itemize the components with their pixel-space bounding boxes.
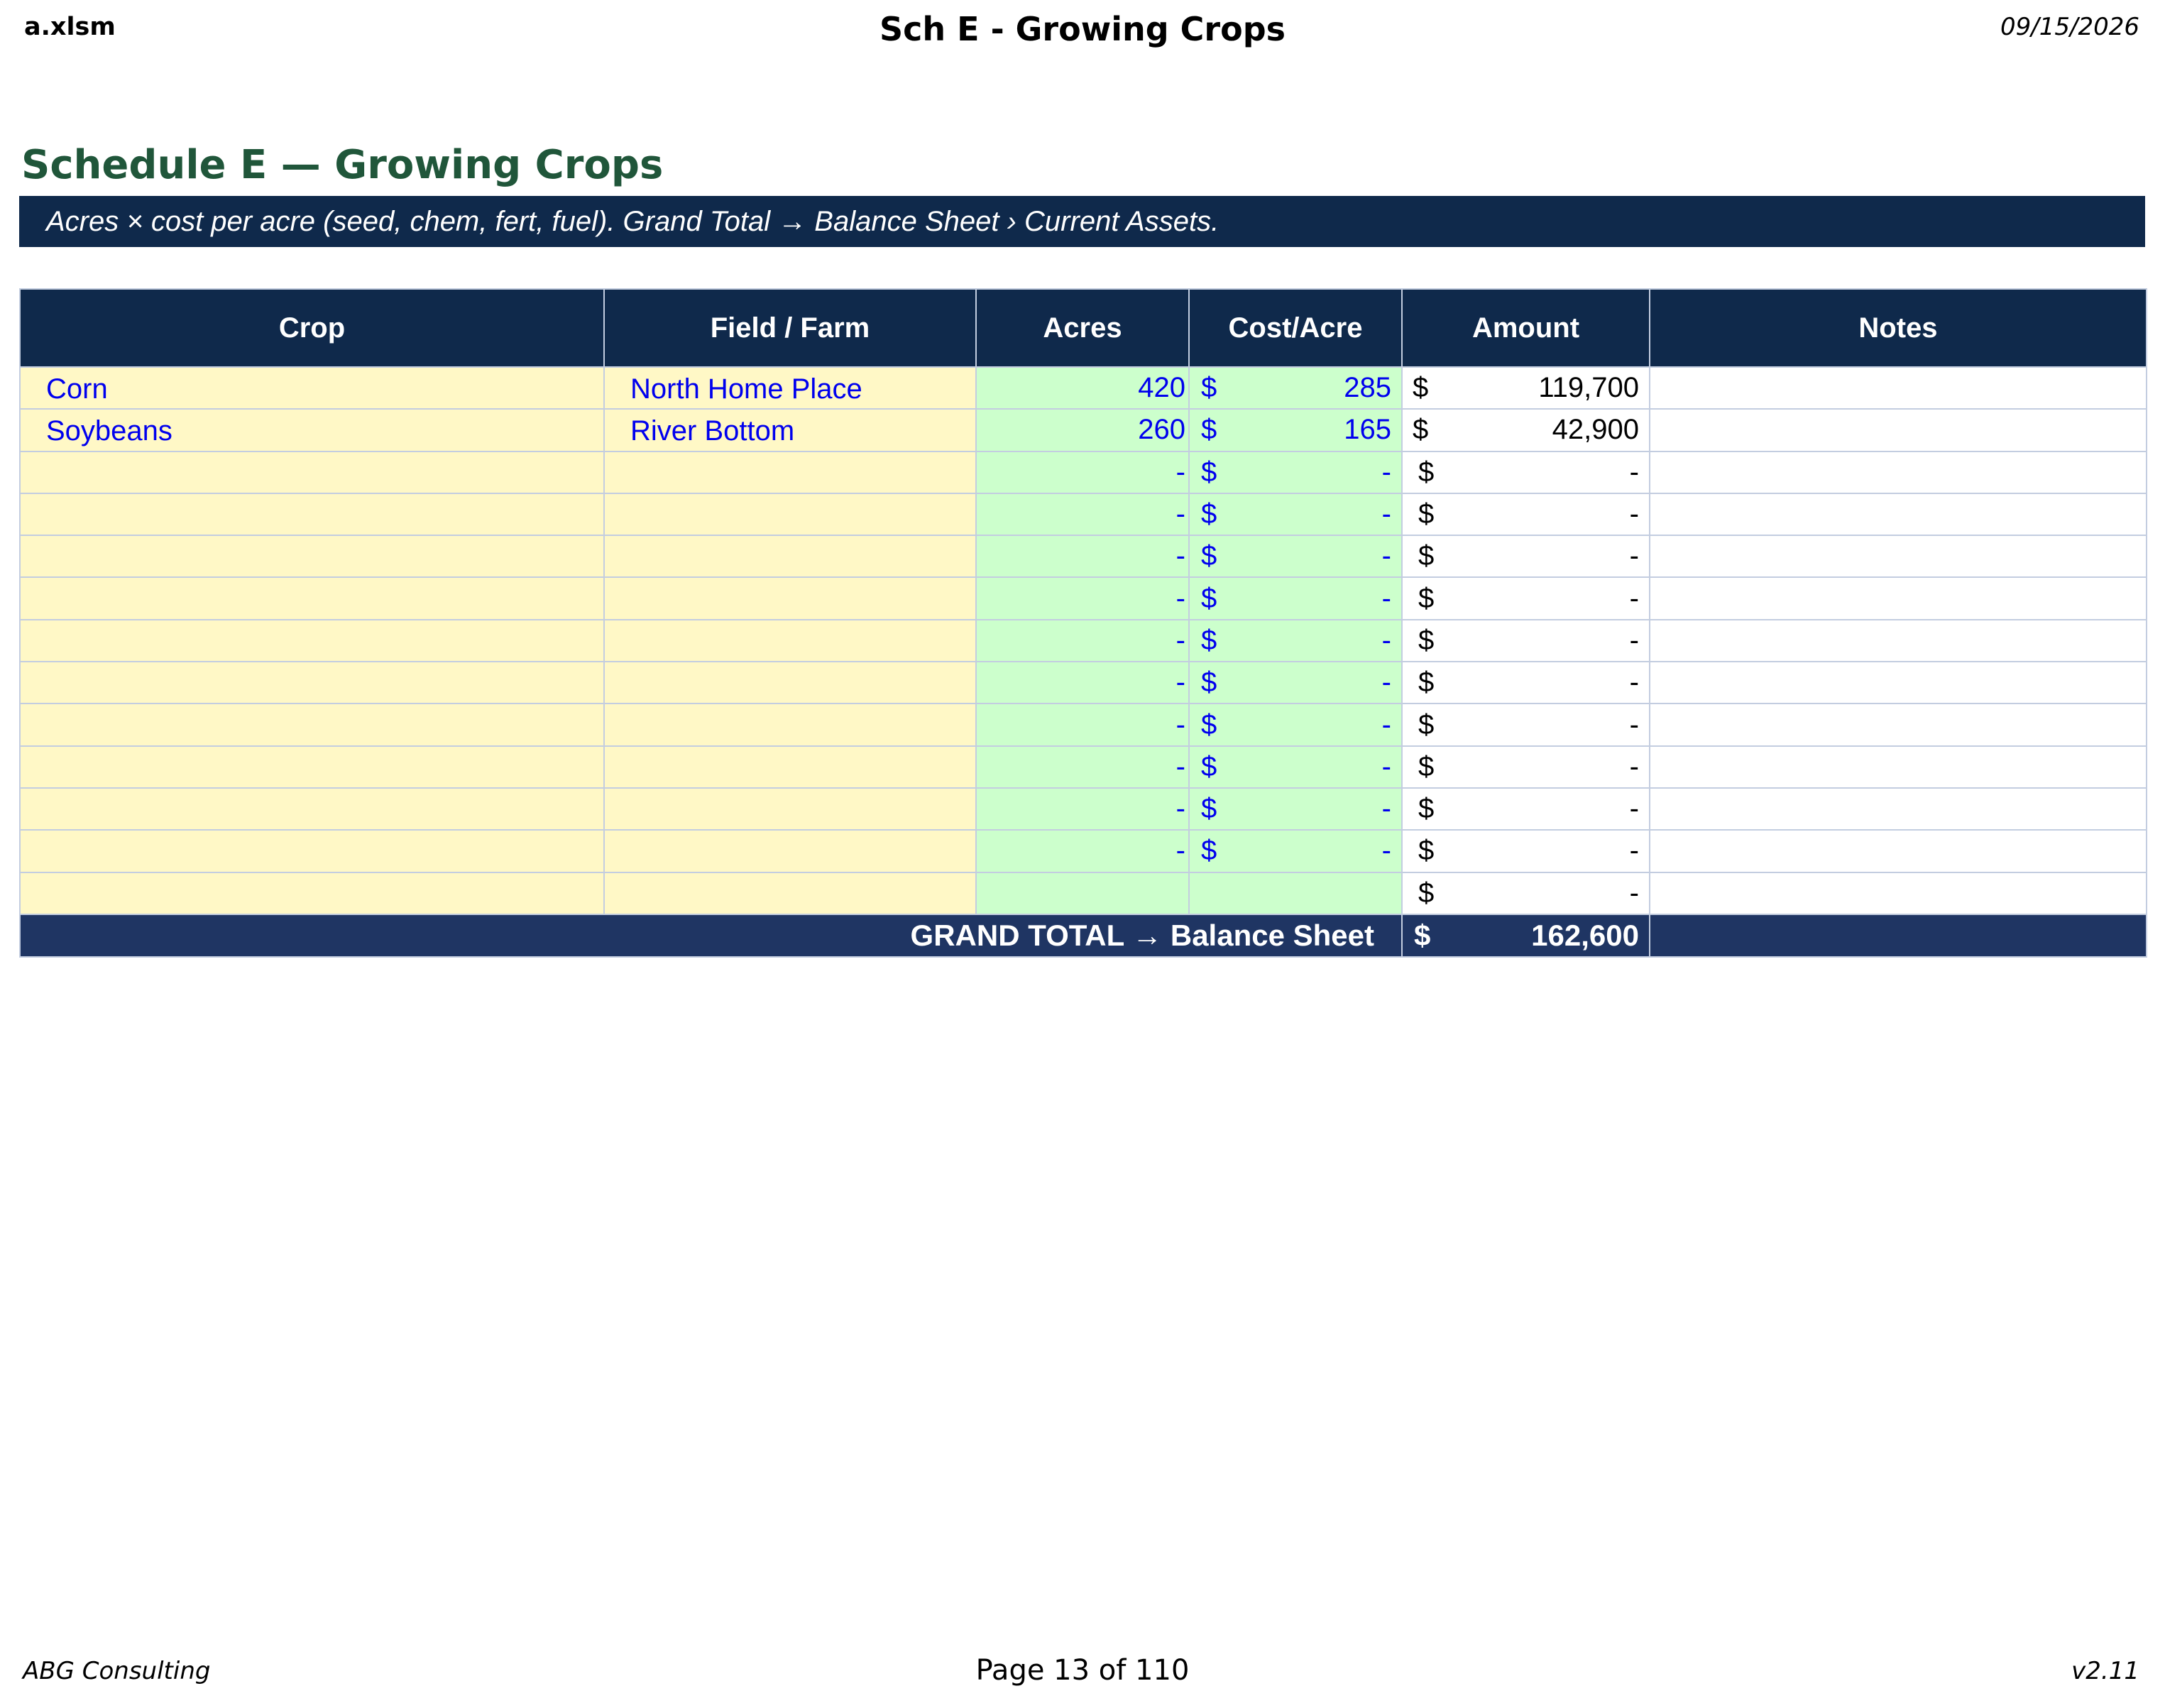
field-farm-cell[interactable]	[604, 746, 976, 788]
currency-symbol: $	[1201, 540, 1217, 572]
cost-per-acre-value: -	[1381, 456, 1391, 488]
cost-per-acre-cell[interactable]	[1189, 662, 1402, 704]
acres-value: -	[1175, 708, 1185, 740]
table-row	[20, 830, 2147, 872]
field-farm-value: North Home Place	[630, 373, 862, 405]
field-farm-cell[interactable]	[604, 872, 976, 914]
currency-symbol: $	[1418, 582, 1435, 614]
table-row	[20, 788, 2147, 830]
acres-value: 260	[1138, 414, 1185, 446]
amount-cell[interactable]	[1402, 577, 1650, 619]
amount-cell[interactable]	[1402, 662, 1650, 704]
acres-value: -	[1175, 624, 1185, 656]
amount-value: -	[1629, 540, 1639, 572]
grand-total-row	[20, 914, 2147, 957]
cost-per-acre-value: -	[1381, 750, 1391, 782]
crop-cell[interactable]	[20, 620, 604, 662]
amount-cell[interactable]	[1402, 535, 1650, 577]
cost-per-acre-value: 285	[1344, 372, 1391, 404]
currency-symbol: $	[1418, 793, 1435, 825]
currency-symbol: $	[1201, 667, 1217, 699]
acres-cell[interactable]	[976, 367, 1189, 409]
currency-symbol: $	[1418, 708, 1435, 740]
col-header-acres: Acres	[976, 289, 1189, 367]
crop-cell[interactable]	[20, 535, 604, 577]
print-date: 09/15/2026	[2000, 13, 2139, 41]
currency-symbol: $	[1201, 708, 1217, 740]
field-farm-cell[interactable]	[604, 409, 976, 451]
notes-cell[interactable]	[1650, 620, 2147, 662]
sheet-title: Sch E - Growing Crops	[879, 10, 1286, 48]
notes-cell[interactable]	[1650, 872, 2147, 914]
crop-cell[interactable]	[20, 409, 604, 451]
cost-per-acre-value: -	[1381, 708, 1391, 740]
field-farm-cell[interactable]	[604, 662, 976, 704]
currency-symbol: $	[1418, 624, 1435, 656]
table-row	[20, 872, 2147, 914]
table-row	[20, 535, 2147, 577]
crop-cell[interactable]	[20, 577, 604, 619]
crop-cell[interactable]	[20, 872, 604, 914]
amount-cell[interactable]	[1402, 367, 1650, 409]
table-row	[20, 493, 2147, 535]
cost-per-acre-value: -	[1381, 835, 1391, 867]
table-row	[20, 662, 2147, 704]
amount-cell[interactable]	[1402, 493, 1650, 535]
cost-per-acre-cell[interactable]	[1189, 493, 1402, 535]
acres-cell[interactable]	[976, 872, 1189, 914]
acres-cell[interactable]	[976, 788, 1189, 830]
amount-cell[interactable]	[1402, 872, 1650, 914]
currency-symbol: $	[1201, 750, 1217, 782]
grand-total-amount[interactable]	[1402, 914, 1650, 957]
crop-cell[interactable]	[20, 451, 604, 493]
amount-cell[interactable]	[1402, 620, 1650, 662]
grand-total-label: GRAND TOTAL → Balance Sheet	[20, 914, 1402, 957]
currency-symbol: $	[1418, 456, 1435, 488]
amount-value: -	[1629, 835, 1639, 867]
cost-per-acre-cell[interactable]	[1189, 367, 1402, 409]
cost-per-acre-value: -	[1381, 582, 1391, 614]
table-header-row	[20, 289, 2147, 367]
currency-symbol: $	[1413, 414, 1429, 446]
table-row	[20, 746, 2147, 788]
amount-cell[interactable]	[1402, 409, 1650, 451]
crop-value: Soybeans	[46, 415, 172, 447]
amount-cell[interactable]	[1402, 830, 1650, 872]
cost-per-acre-value: -	[1381, 498, 1391, 530]
acres-cell[interactable]	[976, 662, 1189, 704]
cost-per-acre-value: -	[1381, 624, 1391, 656]
field-farm-cell[interactable]	[604, 367, 976, 409]
table-row	[20, 704, 2147, 745]
amount-value: 42,900	[1552, 414, 1639, 446]
currency-symbol: $	[1413, 372, 1429, 404]
notes-cell[interactable]	[1650, 493, 2147, 535]
cost-per-acre-cell[interactable]	[1189, 872, 1402, 914]
amount-value: -	[1629, 708, 1639, 740]
notes-cell[interactable]	[1650, 704, 2147, 745]
field-farm-cell[interactable]	[604, 830, 976, 872]
crop-cell[interactable]	[20, 788, 604, 830]
crop-value: Corn	[46, 373, 108, 405]
notes-cell[interactable]	[1650, 577, 2147, 619]
currency-symbol: $	[1418, 667, 1435, 699]
currency-symbol: $	[1418, 835, 1435, 867]
acres-value: -	[1175, 456, 1185, 488]
amount-value: -	[1629, 667, 1639, 699]
amount-value: -	[1629, 793, 1639, 825]
crop-cell[interactable]	[20, 704, 604, 745]
acres-value: -	[1175, 750, 1185, 782]
file-name: a.xlsm	[24, 13, 116, 41]
cost-per-acre-cell[interactable]	[1189, 451, 1402, 493]
schedule-title: Schedule E — Growing Crops	[21, 142, 664, 188]
acres-cell[interactable]	[976, 409, 1189, 451]
amount-cell[interactable]	[1402, 788, 1650, 830]
notes-cell[interactable]	[1650, 367, 2147, 409]
footer-version: v2.11	[2071, 1657, 2139, 1685]
cost-per-acre-cell[interactable]	[1189, 746, 1402, 788]
currency-symbol: $	[1418, 877, 1435, 909]
crop-cell[interactable]	[20, 830, 604, 872]
amount-value: 119,700	[1538, 372, 1639, 404]
currency-symbol: $	[1201, 582, 1217, 614]
cost-per-acre-value: -	[1381, 793, 1391, 825]
amount-value: -	[1629, 582, 1639, 614]
acres-cell[interactable]	[976, 620, 1189, 662]
acres-value: -	[1175, 540, 1185, 572]
amount-value: -	[1629, 498, 1639, 530]
cost-per-acre-cell[interactable]	[1189, 620, 1402, 662]
amount-value: -	[1629, 624, 1639, 656]
cost-per-acre-value: -	[1381, 667, 1391, 699]
currency-symbol: $	[1201, 793, 1217, 825]
footer-page-number: Page 13 of 110	[975, 1654, 1190, 1687]
amount-cell[interactable]	[1402, 451, 1650, 493]
grand-total-value: 162,600	[1531, 918, 1639, 952]
table-row	[20, 409, 2147, 451]
acres-value: 420	[1138, 372, 1185, 404]
table-row	[20, 620, 2147, 662]
col-header-notes: Notes	[1650, 289, 2147, 367]
col-header-crop: Crop	[20, 289, 604, 367]
currency-symbol: $	[1201, 456, 1217, 488]
currency-symbol: $	[1418, 540, 1435, 572]
table-row	[20, 577, 2147, 619]
cost-per-acre-value: -	[1381, 540, 1391, 572]
notes-cell[interactable]	[1650, 409, 2147, 451]
instructions-banner: Acres × cost per acre (seed, chem, fert, fuel). Grand Total → Balance Sheet › Current Assets.	[19, 196, 2145, 247]
acres-value: -	[1175, 667, 1185, 699]
table-row	[20, 451, 2147, 493]
acres-cell[interactable]	[976, 493, 1189, 535]
notes-cell[interactable]	[1650, 830, 2147, 872]
currency-symbol: $	[1201, 624, 1217, 656]
acres-cell[interactable]	[976, 746, 1189, 788]
field-farm-cell[interactable]	[604, 788, 976, 830]
footer-company: ABG Consulting	[23, 1657, 211, 1685]
col-header-cost-per-acre: Cost/Acre	[1189, 289, 1402, 367]
field-farm-value: River Bottom	[630, 415, 795, 447]
cost-per-acre-cell[interactable]	[1189, 704, 1402, 745]
field-farm-cell[interactable]	[604, 535, 976, 577]
currency-symbol: $	[1201, 372, 1217, 404]
notes-cell[interactable]	[1650, 451, 2147, 493]
crop-cell[interactable]	[20, 746, 604, 788]
currency-symbol: $	[1418, 750, 1435, 782]
notes-cell[interactable]	[1650, 535, 2147, 577]
currency-symbol: $	[1414, 918, 1431, 952]
acres-cell[interactable]	[976, 830, 1189, 872]
acres-cell[interactable]	[976, 451, 1189, 493]
acres-value: -	[1175, 582, 1185, 614]
cost-per-acre-cell[interactable]	[1189, 577, 1402, 619]
cost-per-acre-cell[interactable]	[1189, 830, 1402, 872]
field-farm-cell[interactable]	[604, 577, 976, 619]
amount-cell[interactable]	[1402, 704, 1650, 745]
field-farm-cell[interactable]	[604, 620, 976, 662]
acres-value: -	[1175, 498, 1185, 530]
amount-cell[interactable]	[1402, 746, 1650, 788]
amount-value: -	[1629, 877, 1639, 909]
cost-per-acre-value: 165	[1344, 414, 1391, 446]
currency-symbol: $	[1418, 498, 1435, 530]
crop-cell[interactable]	[20, 367, 604, 409]
currency-symbol: $	[1201, 414, 1217, 446]
crop-cell[interactable]	[20, 662, 604, 704]
field-farm-cell[interactable]	[604, 704, 976, 745]
amount-value: -	[1629, 750, 1639, 782]
col-header-field: Field / Farm	[604, 289, 976, 367]
field-farm-cell[interactable]	[604, 493, 976, 535]
acres-cell[interactable]	[976, 704, 1189, 745]
cost-per-acre-cell[interactable]	[1189, 535, 1402, 577]
grand-total-notes[interactable]	[1650, 914, 2147, 957]
field-farm-cell[interactable]	[604, 451, 976, 493]
amount-value: -	[1629, 456, 1639, 488]
notes-cell[interactable]	[1650, 746, 2147, 788]
acres-cell[interactable]	[976, 577, 1189, 619]
col-header-amount: Amount	[1402, 289, 1650, 367]
table-row	[20, 367, 2147, 409]
notes-cell[interactable]	[1650, 788, 2147, 830]
acres-value: -	[1175, 793, 1185, 825]
currency-symbol: $	[1201, 835, 1217, 867]
currency-symbol: $	[1201, 498, 1217, 530]
cost-per-acre-cell[interactable]	[1189, 788, 1402, 830]
notes-cell[interactable]	[1650, 662, 2147, 704]
acres-cell[interactable]	[976, 535, 1189, 577]
crop-cell[interactable]	[20, 493, 604, 535]
growing-crops-table	[19, 288, 2147, 958]
cost-per-acre-cell[interactable]	[1189, 409, 1402, 451]
acres-value: -	[1175, 835, 1185, 867]
